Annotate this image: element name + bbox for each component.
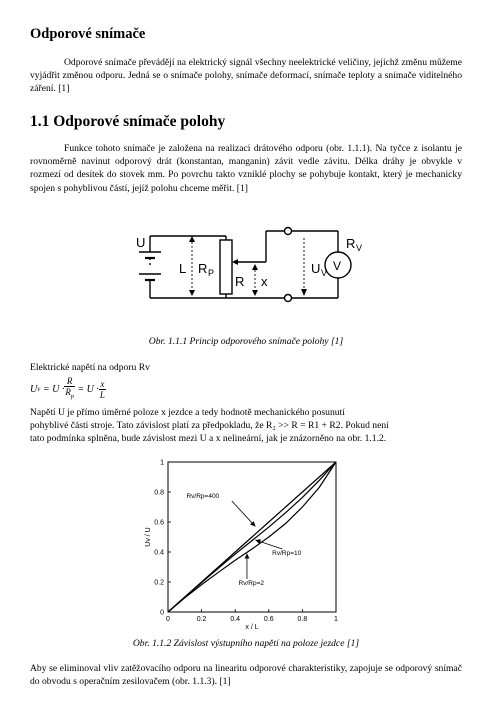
page-heading: Odporové snímače <box>30 26 146 42</box>
intro-paragraph: Odporové snímače převádějí na elektrický signál všechny neelektrické veličiny, jejichž změnu můžeme vyjádřit změnou odporu. Jedná se o snímače polohy, snímače deformací, snímače teploty a snímače viditelného záření. [1] <box>30 57 462 95</box>
eq-frac1 <box>64 376 75 402</box>
y-axis-label: Uv / U <box>145 527 152 547</box>
eq-frac1-den: R <box>65 387 71 398</box>
eq-frac1-den-sub: p <box>70 393 74 400</box>
eq-frac2-den: L <box>99 389 105 400</box>
para3-line1: Napětí U je přímo úměrné poloze x jezdce a tedy hodnotě mechanického posunutí <box>30 407 345 418</box>
label-rp: R <box>198 261 208 276</box>
characteristic-chart <box>135 452 360 631</box>
para3-line3: tato podmínka splněna, bude závislost mezi U a x nelineární, jak je znázorněno na obr. 1.1.2. <box>30 433 387 444</box>
x-tick-label: 0.8 <box>297 616 308 623</box>
caption-figure-1: Obr. 1.1.1 Princip odporového snímače polohy [1] <box>148 336 344 347</box>
eq-part2: = U · <box>74 383 99 395</box>
y-tick-label: 0 <box>160 609 164 617</box>
x-axis-label: x / L <box>245 624 259 631</box>
label-rv-sub: V <box>356 243 363 253</box>
closing-paragraph: Aby se eliminoval vliv zatěžovacího odporu na linearitu odporové charakteristiky, zapojuje se odporový snímač do obvodu s operačním zesilovačem (obr. 1.1.3). [1] <box>30 663 462 688</box>
label-x: x <box>261 274 268 289</box>
label-rp-sub: P <box>208 268 215 278</box>
eq-frac2-num: x <box>100 378 105 389</box>
eq-lhs-sub: v <box>37 385 41 393</box>
x-tick-label: 0.6 <box>263 616 274 623</box>
section-heading: 1.1 Odporové snímače polohy <box>30 113 226 130</box>
y-tick-label: 1 <box>160 459 164 467</box>
equation <box>30 374 106 404</box>
curve-annotation: Rv/Rp=400 <box>186 493 220 500</box>
para3-line2: pohyblivé části stroje. Tato závislost platí za předpokladu, že R₂ >> R = R1 + R2. Pokud není <box>30 420 389 431</box>
eq-lhs: U <box>30 383 38 395</box>
circuit-diagram <box>128 222 378 314</box>
label-l: L <box>179 261 187 276</box>
y-tick-label: 0.4 <box>154 549 164 557</box>
voltage-line: Elektrické napětí na odporu Rv <box>30 362 150 373</box>
label-r: R <box>235 274 245 289</box>
label-rv: R <box>346 236 356 251</box>
x-tick-label: 0 <box>166 616 170 623</box>
section-paragraph: Funkce tohoto snímače je založena na realizaci drátového odporu (obr. 1.1.1). Na tyčce z isolantu je rovnoměrně navinut odporový drát (konstantan, manganin) závit vedle závitu. Délka dráhy je obvykle v rozmezí od desítek do stovek mm. Po povrchu takto vzniklé plochy se pohybuje kontakt, který je mechanicky spojen s pohyblivou částí, jejíž polohu chceme měřit. [1] <box>30 143 462 194</box>
x-tick-label: 0.4 <box>230 616 241 623</box>
curve-annotation: Rv/Rp=2 <box>238 580 265 587</box>
caption-figure-2: Obr. 1.1.2 Závislost výstupního napětí na poloze jezdce [1] <box>132 638 360 649</box>
y-tick-label: 0.6 <box>154 519 164 527</box>
x-tick-label: 1 <box>334 616 338 623</box>
y-tick-label: 0.8 <box>154 489 164 497</box>
eq-frac2 <box>99 379 106 400</box>
y-tick-label: 0.2 <box>154 579 164 587</box>
eq-frac1-num: R <box>64 376 75 387</box>
label-u: U <box>136 235 146 250</box>
eq-part1: = U · <box>40 383 65 395</box>
voltmeter-symbol: V <box>333 259 342 273</box>
x-tick-label: 0.2 <box>196 616 207 623</box>
curve-annotation: Rv/Rp=10 <box>272 550 302 557</box>
annotation-leader <box>232 501 256 527</box>
label-uv-sub: V <box>321 268 328 278</box>
label-uv: U <box>311 261 321 276</box>
